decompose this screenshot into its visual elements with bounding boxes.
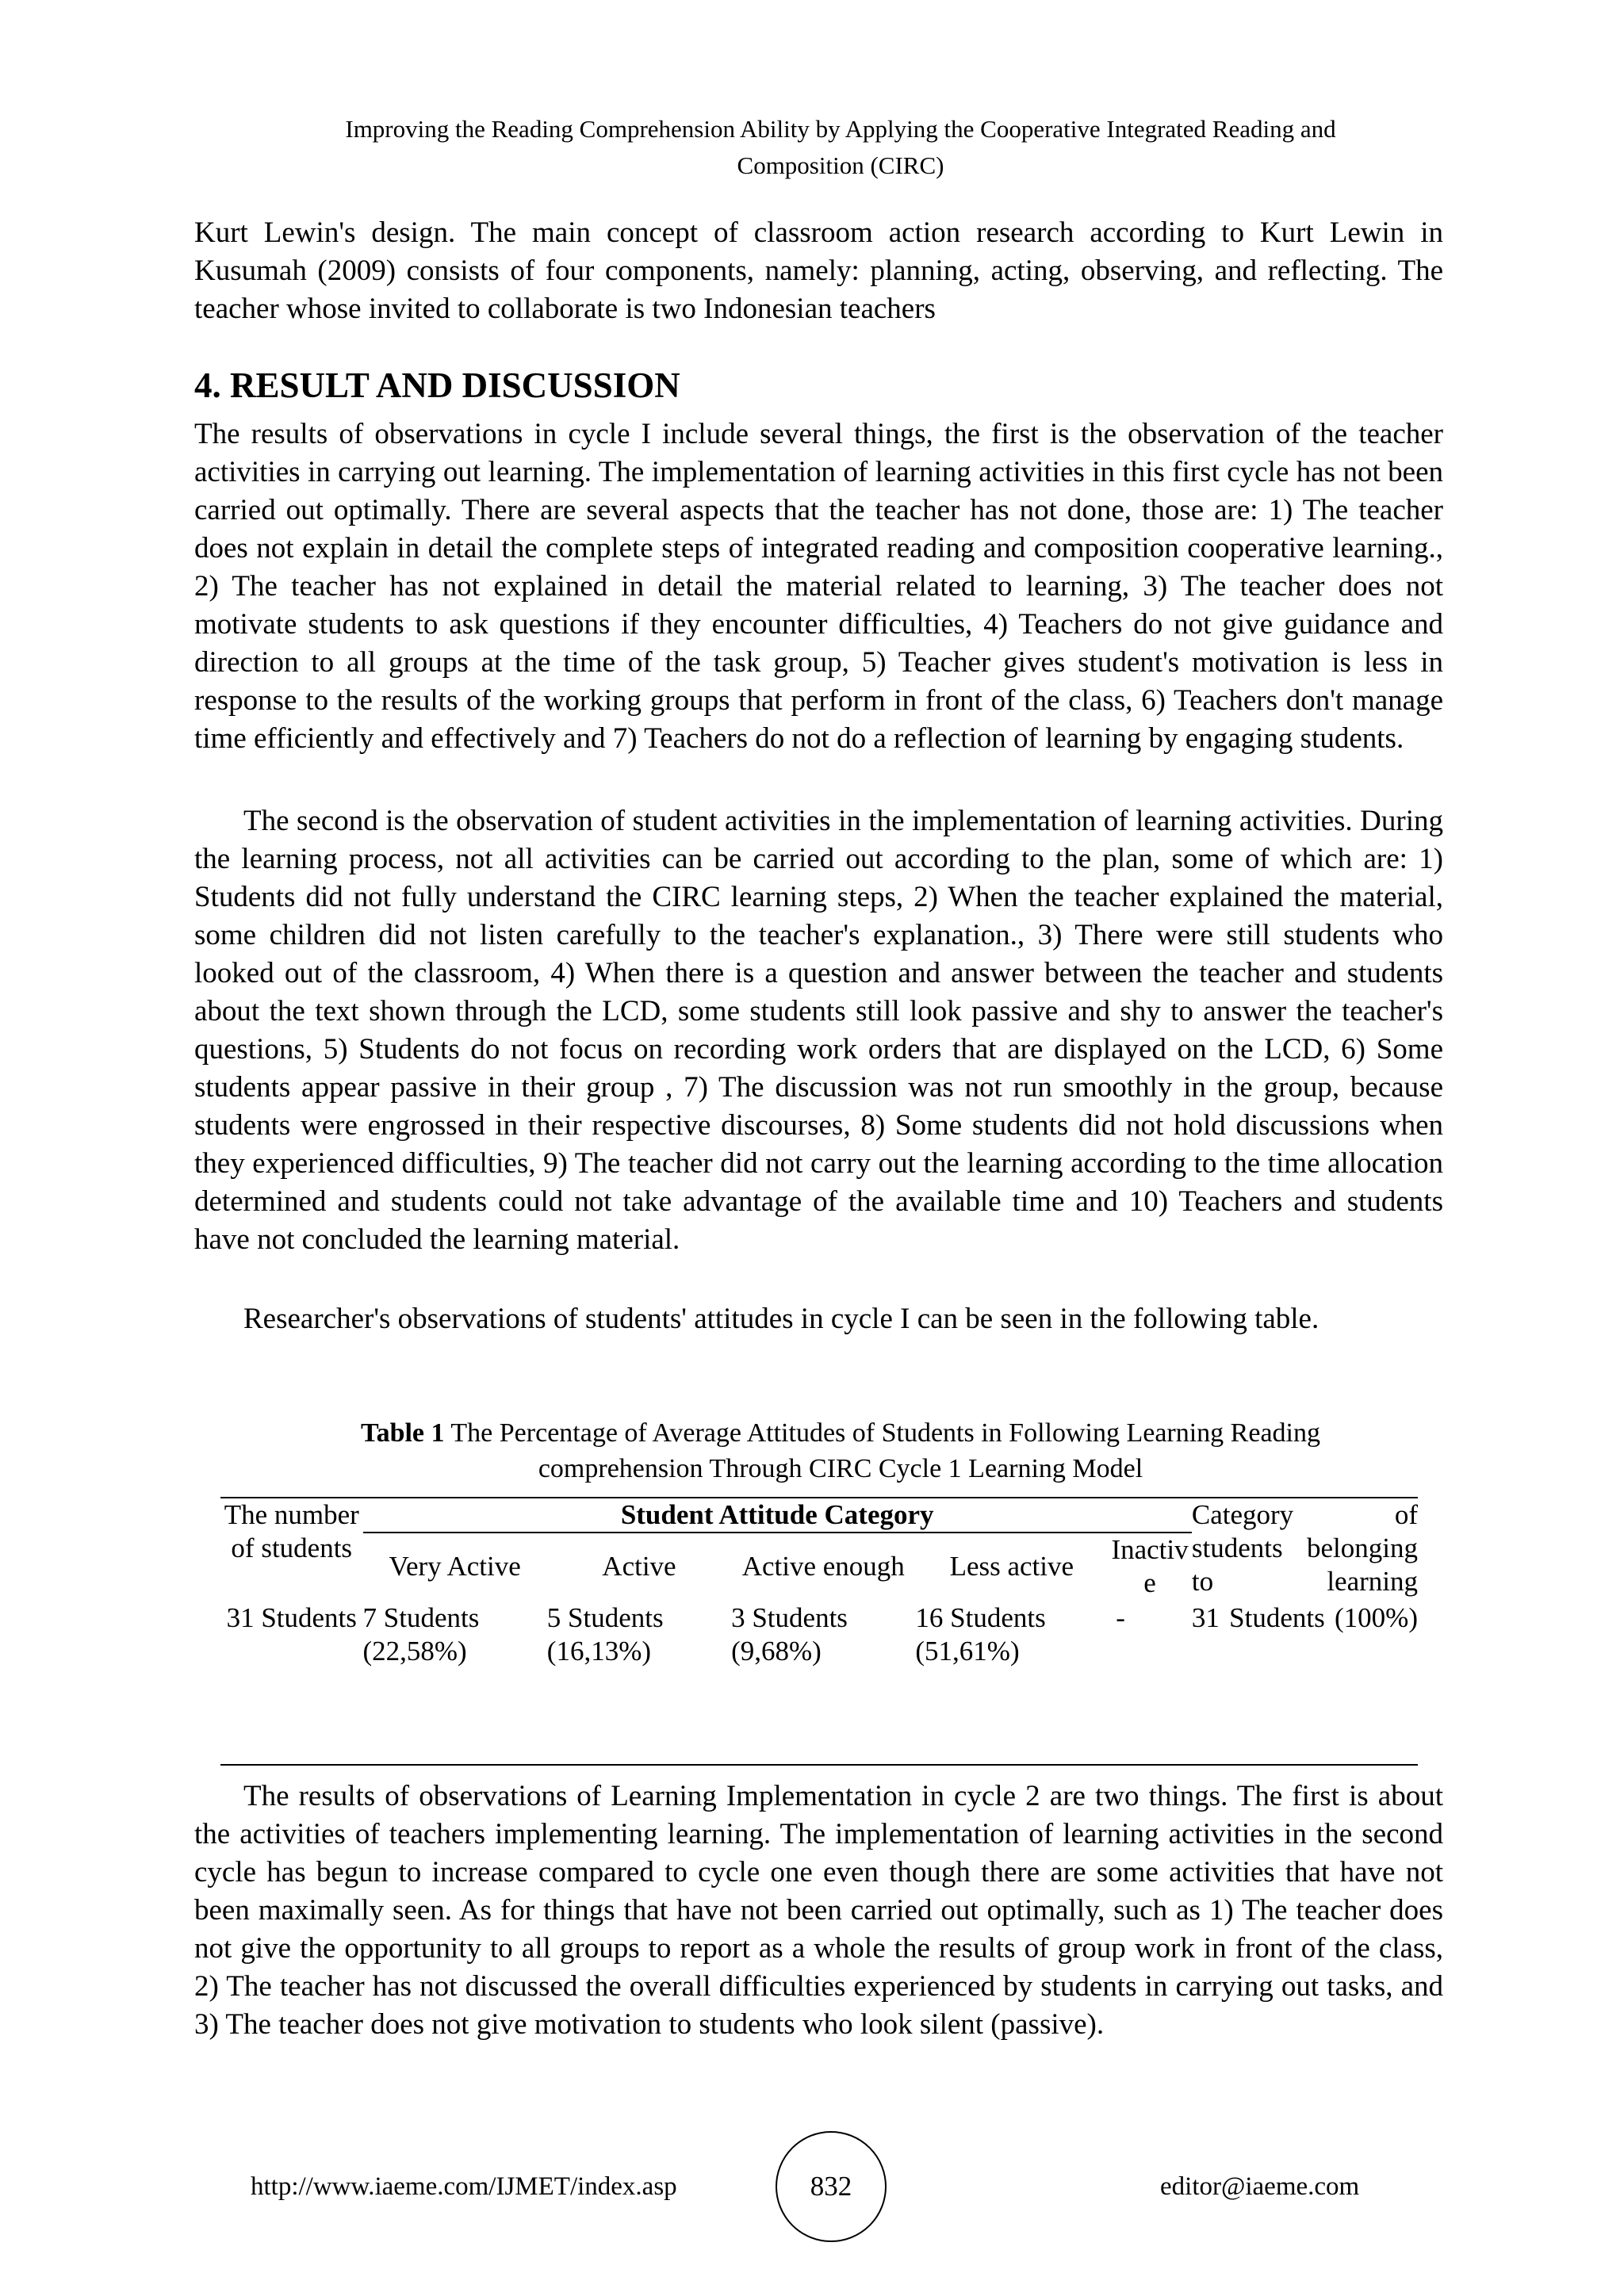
table-caption-line-2: comprehension Through CIRC Cycle 1 Learning Model <box>538 1454 1143 1483</box>
table-caption <box>238 1415 1443 1487</box>
cell-category-belonging: 31 Students (100%) <box>1191 1602 1418 1633</box>
cell-less-active: 16 Students (51,61%) <box>915 1602 1046 1667</box>
page-number-text: 832 <box>810 2171 852 2202</box>
footer-url[interactable]: http://www.iaeme.com/IJMET/index.asp <box>251 2172 677 2201</box>
running-header-line-2: Composition (CIRC) <box>737 151 944 179</box>
paragraph-cycle1-students: The second is the observation of student activities in the implementation of learning activities. During the learning process, not all activities can be carried out according to the plan, some of which are: 1) Students did not fully understand the CIRC learning steps, 2) When the teacher explained the material, some children did not listen carefully to the teacher's explanation., 3) There were still students who looked out of the classroom, 4) When there is a question and answer between the teacher and students about the text shown through the LCD, some students still look passive and shy to answer the teacher's questions, 5) Students do not focus on recording work orders that are displayed on the LCD, 6) Some students appear passive in their group , 7) The discussion was not run smoothly in the group, because students were engrossed in their respective discourses, 8) Some students did not hold discussions when they experienced difficulties, 9) The teacher did not carry out the learning according to the time allocation determined and students could not take advantage of the available time and 10) Teachers and students have not concluded the learning material. <box>194 805 1443 1256</box>
table-caption-label: Table 1 <box>361 1418 445 1448</box>
header-active: Active <box>602 1551 676 1582</box>
table-bottom-rule <box>220 1764 1418 1766</box>
running-header <box>238 111 1443 184</box>
header-active-enough: Active enough <box>741 1551 905 1582</box>
page-number <box>776 2131 887 2242</box>
header-very-active: Very Active <box>389 1551 521 1582</box>
cell-number-of-students: 31 Students <box>226 1602 357 1633</box>
footer-email[interactable]: editor@iaeme.com <box>1160 2172 1360 2201</box>
header-inactive: Inactiv e <box>1111 1534 1189 1598</box>
table-caption-line-1: The Percentage of Average Attitudes of Students in Following Learning Reading <box>444 1418 1320 1448</box>
header-student-attitude-category: Student Attitude Category <box>363 1498 1192 1533</box>
header-category-belonging: Category of students belonging to learning <box>1191 1499 1418 1597</box>
table-row <box>220 1600 1418 1668</box>
attitude-table <box>220 1497 1418 1668</box>
paragraph-table-intro: Researcher's observations of students' attitudes in cycle I can be seen in the following table. <box>243 1303 1320 1335</box>
cell-inactive: - <box>1116 1602 1125 1633</box>
header-less-active: Less active <box>949 1551 1074 1582</box>
paragraph-cycle2: The results of observations of Learning Implementation in cycle 2 are two things. The first is about the activities of teachers implementing learning. The implementation of learning activities in the second cycle has begun to increase compared to cycle one even though there are some activities that have not been maximally seen. As for things that have not been carried out optimally, such as 1) The teacher does not give the opportunity to all groups to report as a whole the results of group work in front of the class, 2) The teacher has not discussed the overall difficulties experienced by students in carrying out tasks, and 3) The teacher does not give motivation to students who look silent (passive). <box>194 1780 1443 2041</box>
cell-active: 5 Students (16,13%) <box>546 1602 664 1667</box>
section-heading: 4. RESULT AND DISCUSSION <box>194 365 680 405</box>
paragraph-cycle1-teacher: The results of observations in cycle I include several things, the first is the observation of the teacher activities in carrying out learning. The implementation of learning activities in this first cycle has not been carried out optimally. There are several aspects that the teacher has not done, those are: 1) The teacher does not explain in detail the complete steps of integrated reading and composition cooperative learning., 2) The teacher has not explained in detail the material related to learning, 3) The teacher does not motivate students to ask questions if they encounter difficulties, 4) Teachers do not give guidance and direction to all groups at the time of the task group, 5) Teacher gives student's motivation is less in response to the results of the working groups that perform in front of the class, 6) Teachers don't manage time efficiently and effectively and 7) Teachers do not do a reflection of learning by engaging students. <box>194 418 1443 755</box>
cell-active-enough: 3 Students (9,68%) <box>731 1602 848 1667</box>
cell-very-active: 7 Students (22,58%) <box>362 1602 480 1667</box>
header-number-of-students: The number of students <box>224 1499 359 1563</box>
running-header-line-1: Improving the Reading Comprehension Ability by Applying the Cooperative Integrated Reading and <box>345 115 1336 143</box>
intro-paragraph: Kurt Lewin's design. The main concept of classroom action research according to Kurt Lewin in Kusumah (2009) consists of four components, namely: planning, acting, observing, and reflecting. The teacher whose invited to collaborate is two Indonesian teachers <box>194 216 1443 325</box>
